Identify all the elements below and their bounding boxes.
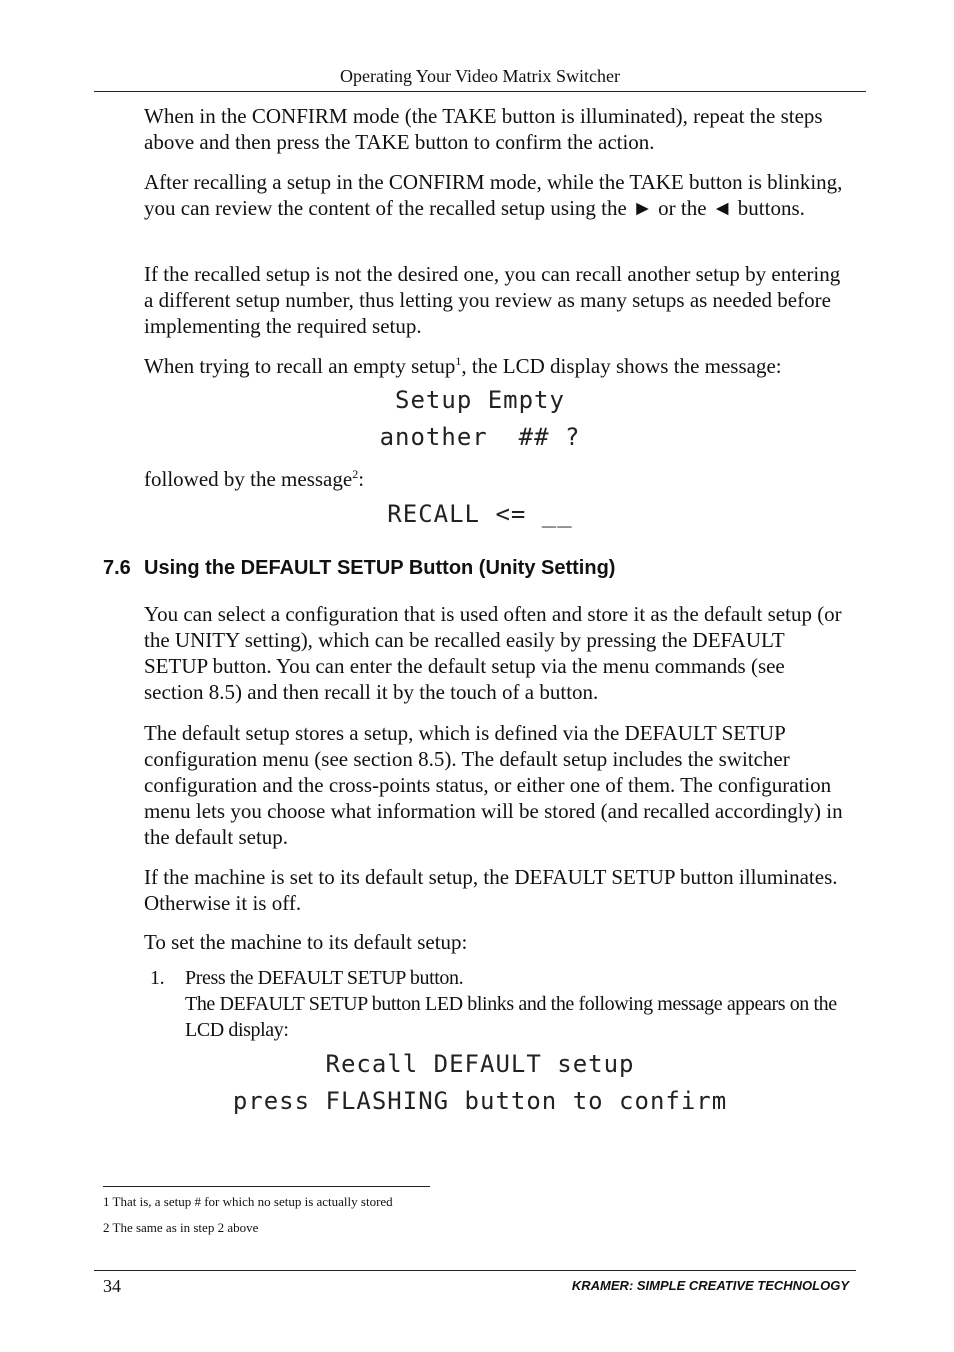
- footnote-ref-1: 1: [455, 354, 462, 368]
- paragraph-empty-setup: [144, 353, 849, 379]
- section-heading: [103, 555, 615, 581]
- lcd-message-line: RECALL <= __: [387, 500, 573, 528]
- paragraph-followed-colon: :: [358, 467, 365, 491]
- paragraph-default-illuminates: If the machine is set to its default setup, the DEFAULT SETUP button illuminates. Otherwise it is off.: [144, 865, 838, 915]
- lcd-message-line: press FLASHING button to confirm: [232, 1087, 728, 1115]
- paragraph-recall-another: If the recalled setup is not the desired one, you can recall another setup by entering a different setup number, thus letting you review as many setups as needed before implementing the required setup.: [144, 262, 841, 338]
- paragraph-followed-by: [144, 466, 849, 492]
- paragraph-default-intro: You can select a configuration that is used often and store it as the default setup (or the UNITY setting), which can be recalled easily by pressing the DEFAULT SETUP button. You can enter the default setup via the menu commands (see section 8.5) and then recall it by the touch of a button.: [144, 602, 842, 704]
- paragraph-followed-text: followed by the message: [144, 467, 353, 491]
- footnote-2: 2 The same as in step 2 above: [103, 1220, 259, 1235]
- lcd-message-line: another ## ?: [379, 423, 581, 451]
- section-number: 7.6: [103, 557, 131, 579]
- paragraph-review-setup: After recalling a setup in the CONFIRM mode, while the TAKE button is blinking, you can review the content of the recalled setup using the ► or the ◄ buttons.: [144, 170, 843, 220]
- paragraph-empty-setup-text-end: , the LCD display shows the message:: [461, 354, 782, 378]
- paragraph-set-default: To set the machine to its default setup:: [144, 930, 468, 954]
- step-instruction: Press the DEFAULT SETUP button.: [185, 967, 464, 989]
- footnote-rule: [103, 1186, 430, 1187]
- footer-brand: KRAMER: SIMPLE CREATIVE TECHNOLOGY: [571, 1278, 849, 1293]
- paragraph-default-stores: The default setup stores a setup, which is defined via the DEFAULT SETUP configuration menu (see section 8.5). The default setup includes the switcher configuration and the cross-points status, or either one of them. The configuration menu lets you choose what information will be stored (and recalled accordingly) in the default setup.: [144, 721, 843, 849]
- paragraph-empty-setup-text: When trying to recall an empty setup: [144, 354, 456, 378]
- step-number: 1.: [150, 967, 165, 989]
- step-result: The DEFAULT SETUP button LED blinks and the following message appears on the LCD display:: [185, 993, 837, 1041]
- footnote-1: 1 That is, a setup # for which no setup is actually stored: [103, 1194, 393, 1209]
- lcd-message-line: Setup Empty: [395, 386, 565, 414]
- running-header: Operating Your Video Matrix Switcher: [339, 66, 621, 86]
- page-number: 34: [103, 1276, 121, 1296]
- section-title: Using the DEFAULT SETUP Button (Unity Setting): [144, 557, 616, 579]
- header-rule: [94, 91, 866, 92]
- lcd-message-line: Recall DEFAULT setup: [325, 1050, 635, 1078]
- paragraph-confirm-mode: When in the CONFIRM mode (the TAKE button is illuminated), repeat the steps above and then press the TAKE button to confirm the action.: [144, 104, 823, 154]
- step-body: [185, 965, 850, 1043]
- footer-rule: [94, 1270, 856, 1271]
- footnote-ref-2: 2: [352, 467, 359, 481]
